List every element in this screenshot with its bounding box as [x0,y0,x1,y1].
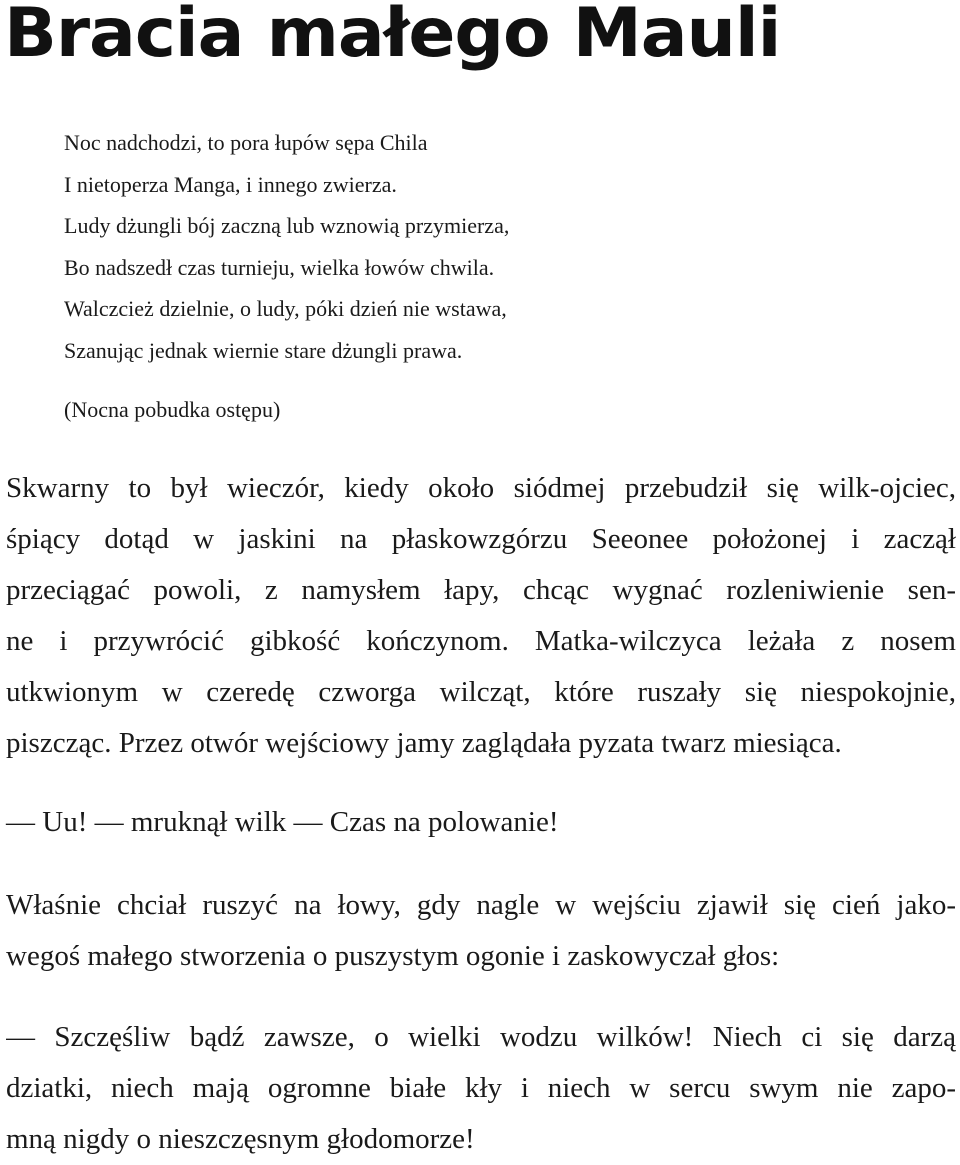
paragraph-line: utkwionym w czeredę czworga wilcząt, które ruszały się niespokojnie, [6,676,956,708]
dialogue-line: mną nigdy o nieszczęsnym głodomorze! [6,1123,475,1155]
poem-line: Walczcież dzielnie, o ludy, póki dzień nie wstawa, [64,296,507,321]
paragraph-1 [6,463,956,769]
paragraph-line: wegoś małego stworzenia o puszystym ogonie i zaskowyczał głos: [6,940,780,972]
poem-line: I nietoperza Manga, i innego zwierza. [64,171,397,197]
chapter-title: Bracia małego Mauli [4,0,781,73]
dialogue-line: — Szczęśliw bądź zawsze, o wielki wodzu wilków! Niech ci się darzą [6,1021,956,1053]
poem-source: (Nocna pobudka ostępu) [64,397,281,422]
dialogue-line: — Uu! — mruknął wilk — Czas na polowanie! [6,806,559,838]
paragraph-line: Skwarny to był wieczór, kiedy około siódmej przebudził się wilk-ojciec, [6,472,956,504]
paragraph-line: śpiący dotąd w jaskini na płaskowzgórzu Seeonee położonej i zaczął [6,523,956,555]
paragraph-line: ne i przywrócić gibkość kończynom. Matka-wilczyca leżała z nosem [6,625,956,657]
poem-line: Szanując jednak wiernie stare dżungli prawa. [64,337,463,363]
paragraph-4 [6,1012,956,1165]
dialogue-line: dziatki, niech mają ogromne białe kły i niech w sercu swym nie zapo- [6,1072,956,1104]
poem-line: Ludy dżungli bój zaczną lub wznowią przymierza, [64,213,510,238]
paragraph-line: Właśnie chciał ruszyć na łowy, gdy nagle w wejściu zjawił się cień jako- [6,889,956,921]
paragraph-3 [6,880,956,982]
paragraph-2 [6,797,956,848]
paragraph-line: przeciągać powoli, z namysłem łapy, chcąc wygnać rozleniwienie sen- [6,574,956,606]
poem-line: Bo nadszedł czas turnieju, wielka łowów chwila. [64,254,495,280]
epigraph-poem [64,122,944,371]
poem-line: Noc nadchodzi, to pora łupów sępa Chila [64,130,428,155]
paragraph-line: piszcząc. Przez otwór wejściowy jamy zaglądała pyzata twarz miesiąca. [6,727,842,759]
